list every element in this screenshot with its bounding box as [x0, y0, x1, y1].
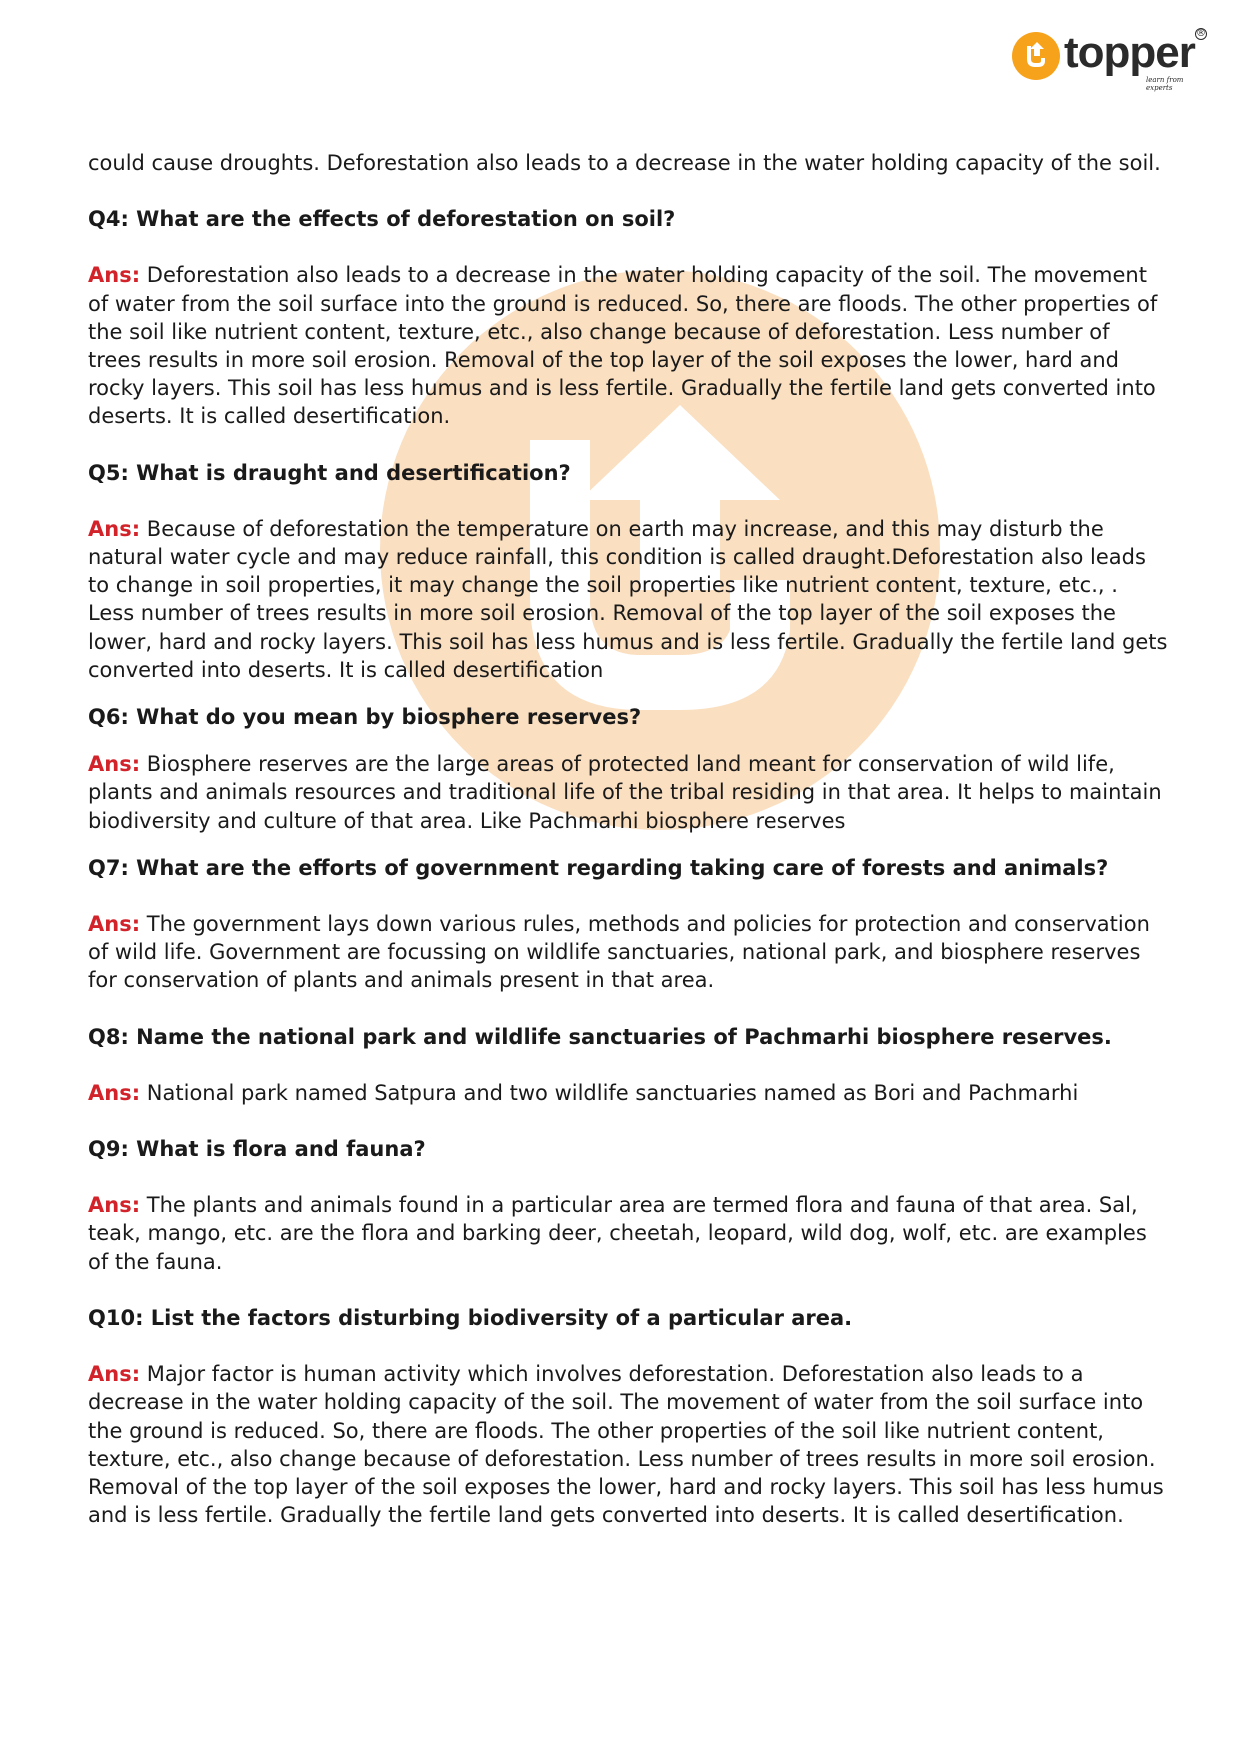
question-6: Q6: What do you mean by biosphere reserves?: [88, 705, 642, 730]
answer-text: Biosphere reserves are the large areas of protected land meant for conservation of wild life, plants and animals resources and traditional life of the tribal residing in that area. It helps to maintain biodiversity and culture of that area. Like Pachmarhi biosphere reserves: [88, 752, 1162, 833]
question-9: Q9: What is flora and fauna?: [88, 1137, 426, 1162]
topper-logo: [1012, 28, 1212, 92]
question-4: Q4: What are the effects of deforestation on soil?: [88, 207, 676, 232]
registered-mark: ®: [1196, 28, 1206, 39]
intro-paragraph: could cause droughts. Deforestation also leads to a decrease in the water holding capacity of the soil.: [88, 151, 1161, 175]
ans-label: Ans:: [88, 263, 141, 288]
logo-tagline: learn from experts: [1146, 76, 1184, 92]
answer-text: Because of deforestation the temperature on earth may increase, and this may disturb the natural water cycle and may reduce rainfall, this condition is called draught.Deforestation also leads to change in soil properties, it may change the soil properties like nutrient content, texture, etc., . Less number of trees results in more soil erosion. Removal of the top layer of the soil exposes the lower, hard and rocky layers. This soil has less humus and is less fertile. Gradually the fertile land gets converted into deserts. It is called desertification: [88, 516, 1168, 682]
logo-mark-icon: [1012, 32, 1060, 80]
question-8: Q8: Name the national park and wildlife sanctuaries of Pachmarhi biosphere reserves.: [88, 1024, 1112, 1049]
answer-text: Deforestation also leads to a decrease in the water holding capacity of the soil. The movement of water from the soil surface into the ground is reduced. So, there are floods. The other properties of the soil like nutrient content, texture, etc., also change because of deforestation. Less number of trees results in more soil erosion. Removal of the top layer of the soil exposes the lower, hard and rocky layers. This soil has less humus and is less fertile. Gradually the fertile land gets converted into deserts. It is called desertification.: [88, 263, 1158, 429]
answer-text: The government lays down various rules, methods and policies for protection and conservation of wild life. Government are focussing on wildlife sanctuaries, national park, and biosphere reserves for conservation of plants and animals present in that area.: [88, 912, 1150, 993]
ans-label: Ans:: [88, 752, 141, 777]
question-5: Q5: What is draught and desertification?: [88, 460, 571, 485]
answer-9: [88, 1191, 1168, 1276]
ans-label: Ans:: [88, 1080, 141, 1105]
answer-8: [88, 1079, 1168, 1107]
answer-5: [88, 515, 1168, 684]
ans-label: Ans:: [88, 912, 141, 937]
question-7: Q7: What are the efforts of government regarding taking care of forests and animals?: [88, 855, 1109, 880]
ans-label: Ans:: [88, 516, 141, 541]
answer-4: [88, 261, 1168, 430]
answer-text: The plants and animals found in a particular area are termed flora and fauna of that area. Sal, teak, mango, etc. are the flora and barking deer, cheetah, leopard, wild dog, wolf, etc. are examples of the fauna.: [88, 1193, 1147, 1274]
logo-text: topper: [1064, 28, 1195, 77]
ans-label: Ans:: [88, 1362, 141, 1387]
answer-text: Major factor is human activity which involves deforestation. Deforestation also leads to a decrease in the water holding capacity of the soil. The movement of water from the soil surface into the ground is reduced. So, there are floods. The other properties of the soil like nutrient content, texture, etc., also change because of deforestation. Less number of trees results in more soil erosion. Removal of the top layer of the soil exposes the lower, hard and rocky layers. This soil has less humus and is less fertile. Gradually the fertile land gets converted into deserts. It is called desertification.: [88, 1362, 1164, 1528]
answer-7: [88, 910, 1168, 995]
answer-10: [88, 1360, 1168, 1529]
answer-6: [88, 750, 1168, 835]
question-10: Q10: List the factors disturbing biodiversity of a particular area.: [88, 1305, 853, 1330]
answer-text: National park named Satpura and two wildlife sanctuaries named as Bori and Pachmarhi: [146, 1080, 1079, 1105]
document-body: [88, 149, 1168, 1557]
ans-label: Ans:: [88, 1193, 141, 1218]
